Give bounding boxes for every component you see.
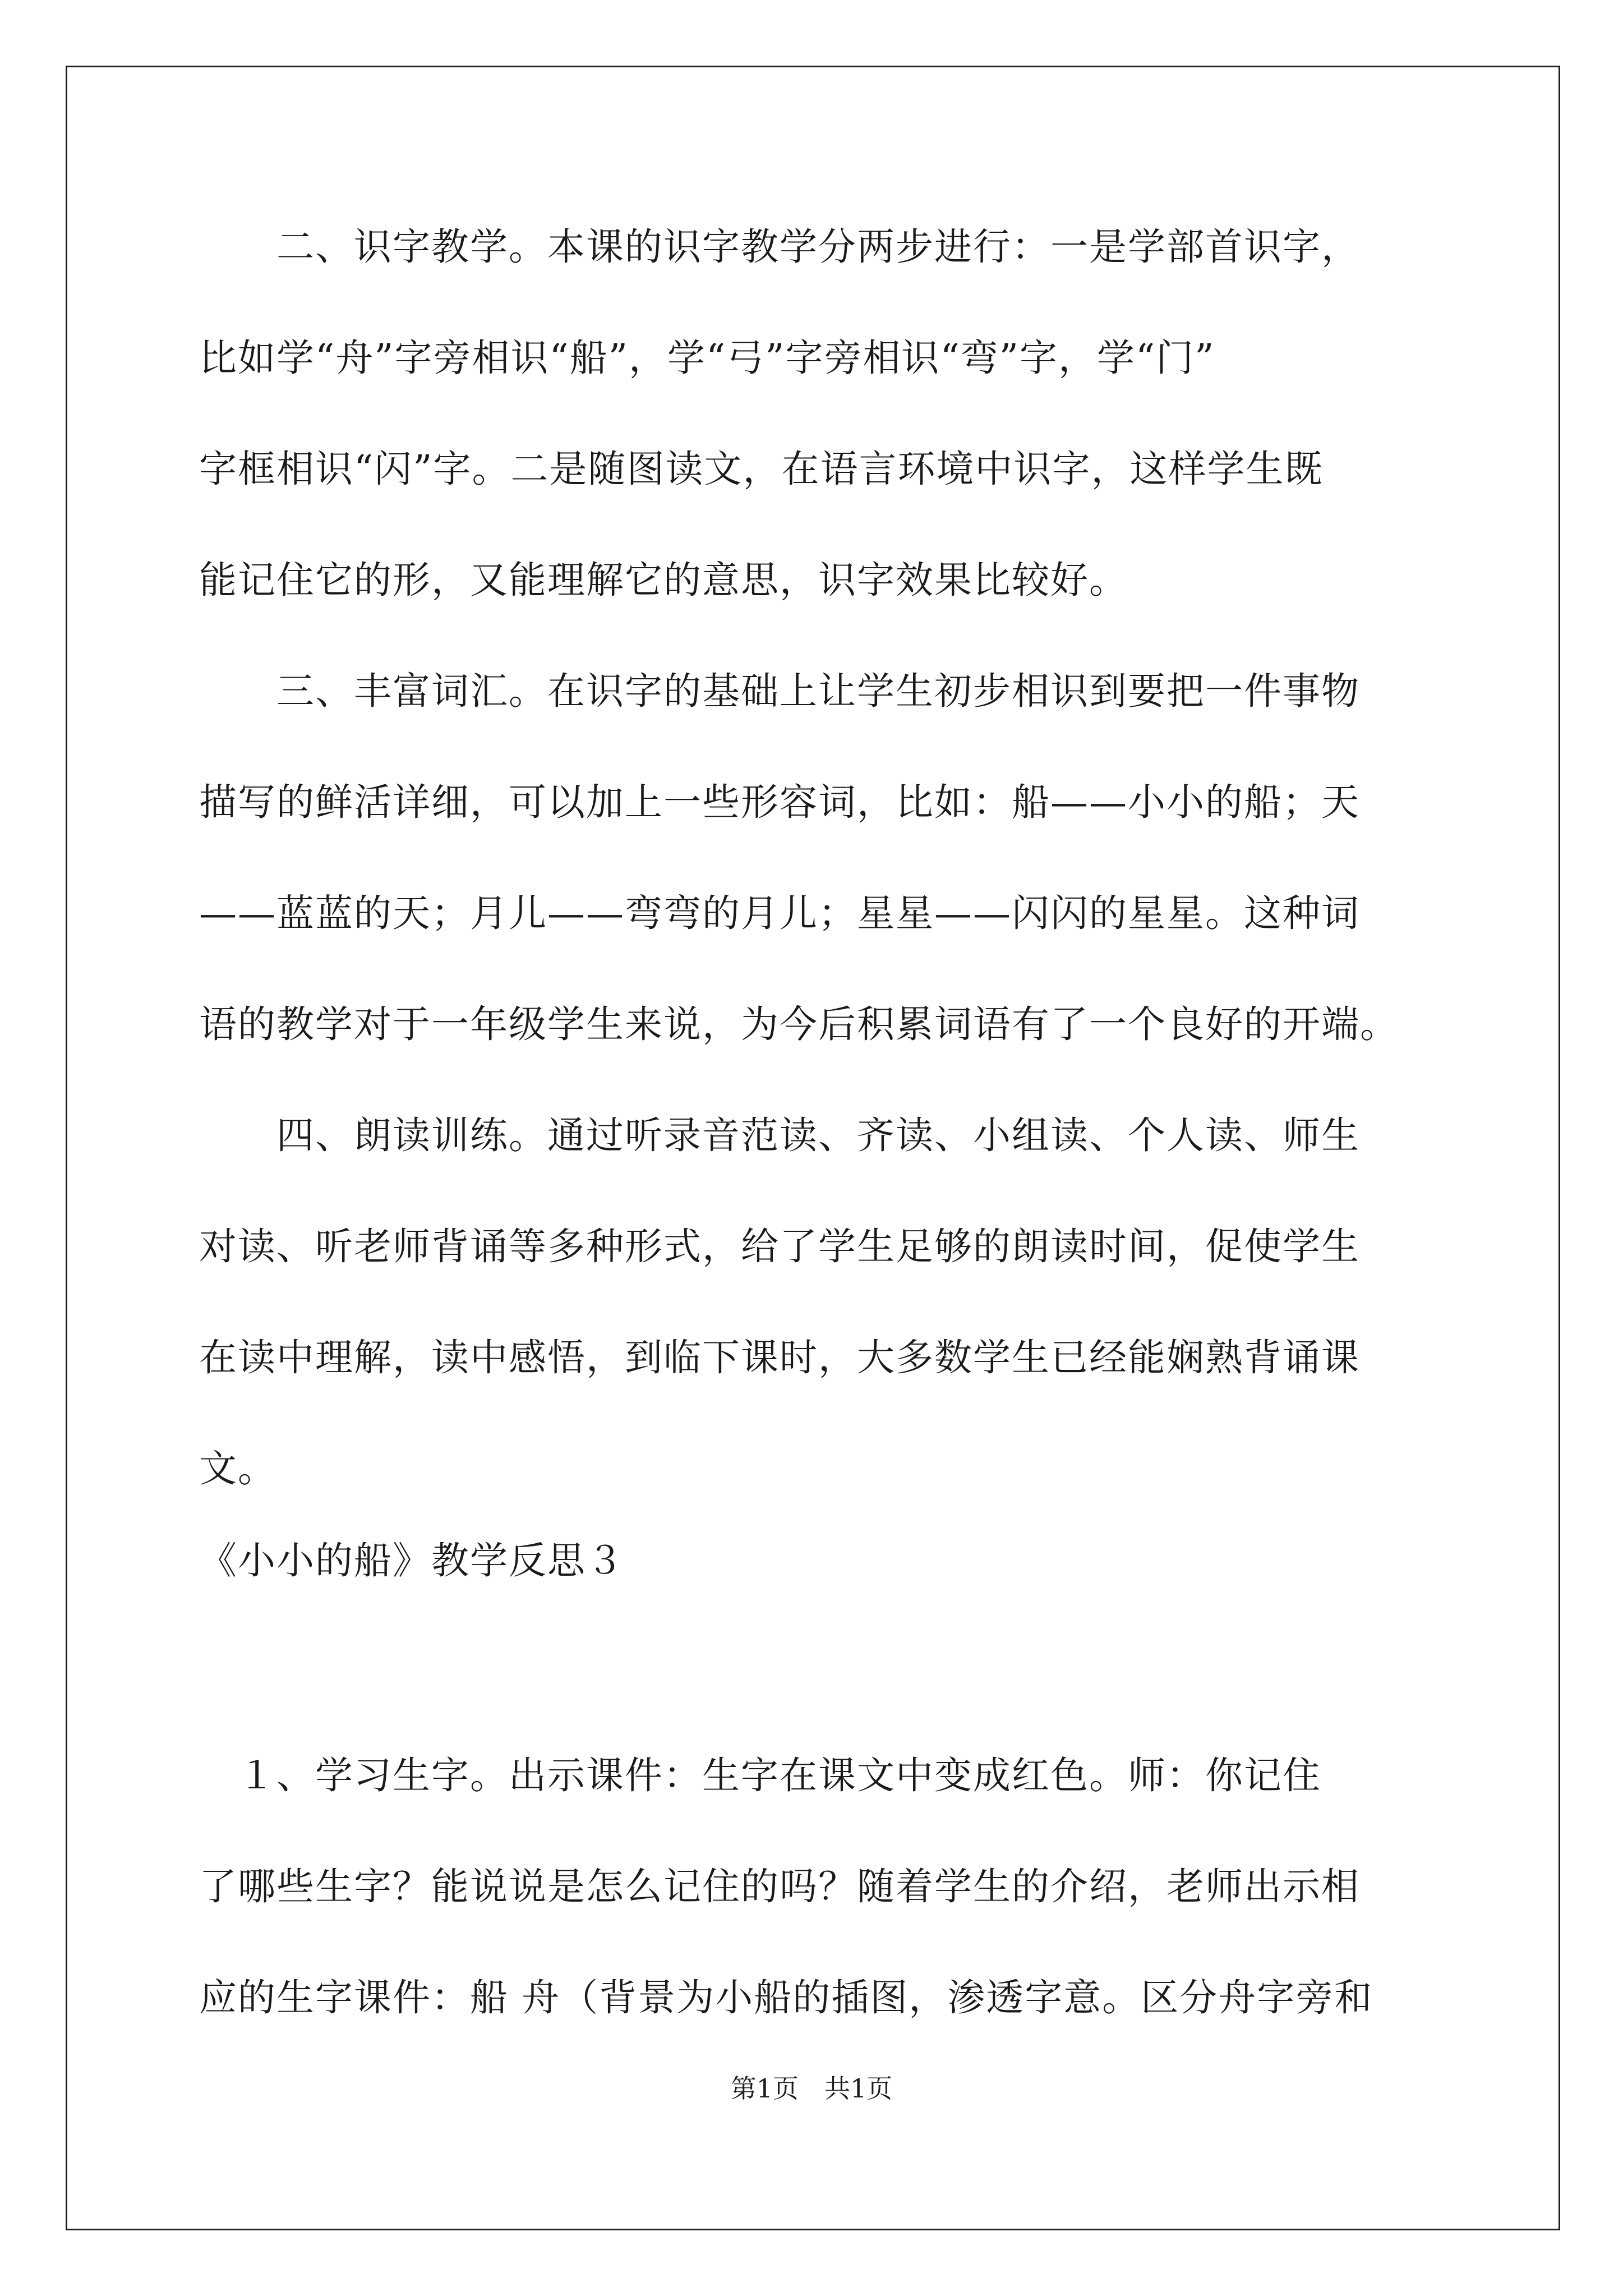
section-heading: 《小小的船》教学反思３: [199, 1539, 625, 1582]
text-line: ——蓝蓝的天；月儿——弯弯的月儿；星星——闪闪的星星。这种词: [199, 891, 1360, 935]
text-line: 比如学“舟”字旁相识“船”，学“弓”字旁相识“弯”字，学“门”: [199, 336, 1215, 380]
text-line: 能记住它的形，又能理解它的意思，识字效果比较好。: [199, 558, 1128, 602]
text-line: 在读中理解，读中感悟，到临下课时，大多数学生已经能娴熟背诵课: [199, 1336, 1360, 1379]
text-line: 对读、听老师背诵等多种形式，给了学生足够的朗读时间，促使学生: [199, 1225, 1360, 1268]
text-line: １、学习生字。出示课件：生字在课文中变成红色。师：你记住: [199, 1754, 1321, 1797]
text-line: 了哪些生字？能说说是怎么记住的吗？随着学生的介绍，老师出示相: [199, 1865, 1360, 1908]
text-line: 文。: [199, 1447, 276, 1490]
page-footer: 第1页 共1页: [730, 2073, 893, 2104]
text-line: 描写的鲜活详细，可以加上一些形容词，比如：船——小小的船；天: [199, 780, 1360, 824]
text-line: 应的生字课件：船 舟（背景为小船的插图，渗透字意。区分舟字旁和: [199, 1976, 1373, 2019]
text-line: 三、丰富词汇。在识字的基础上让学生初步相识到要把一件事物: [199, 669, 1360, 713]
text-line: 四、朗读训练。通过听录音范读、齐读、小组读、个人读、师生: [199, 1114, 1360, 1157]
text-line: 字框相识“闪”字。二是随图读文，在语言环境中识字，这样学生既: [199, 447, 1324, 491]
text-line: 二、识字教学。本课的识字教学分两步进行：一是学部首识字，: [199, 225, 1360, 269]
text-line: 语的教学对于一年级学生来说，为今后积累词语有了一个良好的开端。: [199, 1002, 1399, 1046]
